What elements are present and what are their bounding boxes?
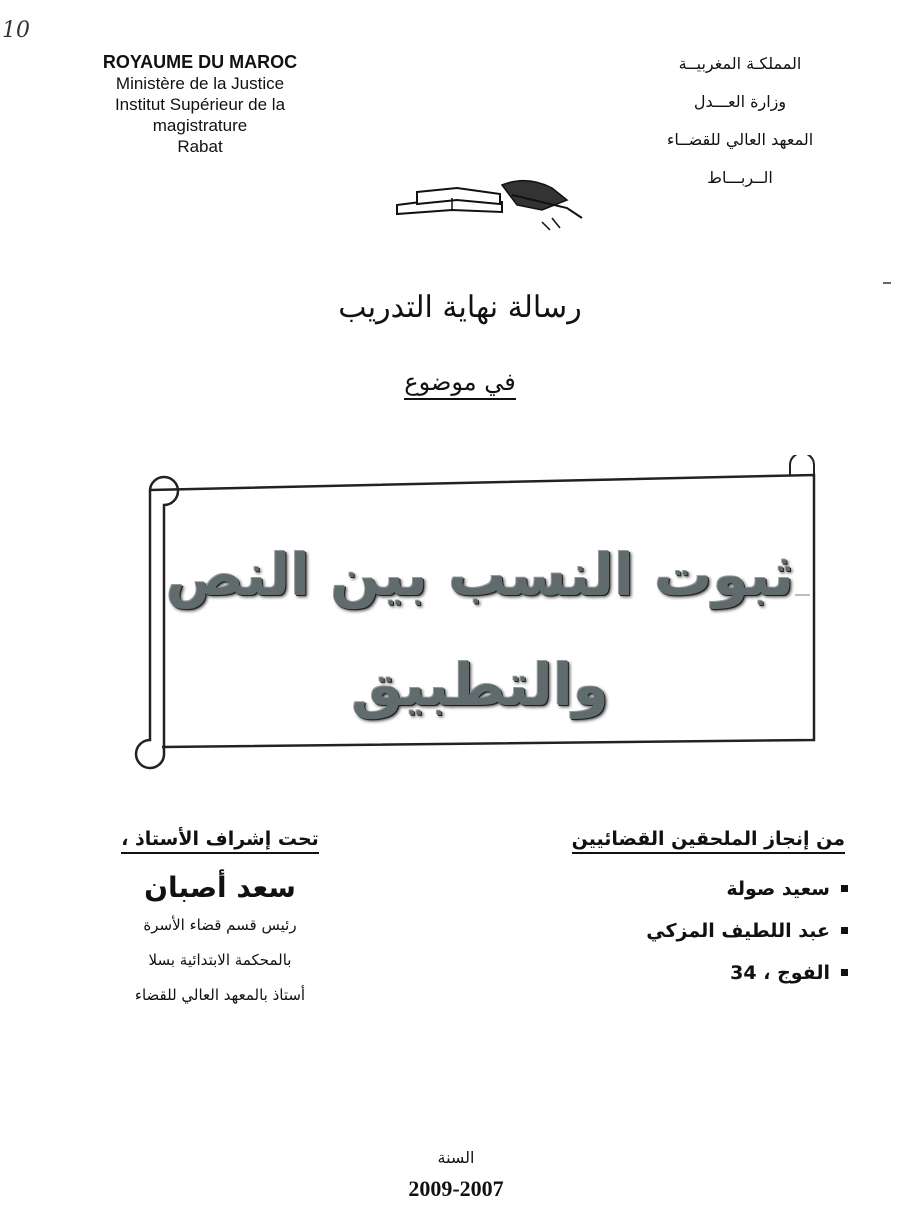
header-fr-kingdom: ROYAUME DU MAROC xyxy=(102,52,298,72)
academic-year xyxy=(356,1143,556,1205)
header-fr-city: Rabat xyxy=(177,137,223,156)
supervisor-name: سعد أصبان xyxy=(144,871,296,904)
list-item xyxy=(545,868,830,910)
header-fr-ministry: Ministère de la Justice xyxy=(115,74,285,93)
supervisor-section xyxy=(95,828,345,1013)
header-ar-ministry: وزارة العـــدل xyxy=(693,92,787,111)
list-item xyxy=(545,910,830,952)
subject-label xyxy=(300,368,620,396)
subject-label-text: في موضوع xyxy=(404,368,515,400)
header-ar-kingdom: المملكـة المغربيــة xyxy=(678,54,802,73)
supervisor-role-2: بالمحكمة الابتدائية بسلا xyxy=(148,951,292,969)
book-and-scales-emblem-icon xyxy=(392,170,592,235)
header-arabic xyxy=(610,45,870,197)
header-ar-institute: المعهد العالي للقضــاء xyxy=(666,130,814,149)
year-value: 2009-2007 xyxy=(408,1176,504,1201)
list-item xyxy=(545,952,830,994)
header-ar-city: الــربـــاط xyxy=(707,168,773,187)
header-french xyxy=(70,52,330,157)
square-bullet-icon xyxy=(841,885,848,892)
authors-heading: من إنجاز الملحقين القضائيين xyxy=(572,828,845,854)
supervisor-role-1: رئيس قسم قضاء الأسرة xyxy=(143,916,297,934)
year-label: السنة xyxy=(437,1148,475,1167)
main-title-line-1: ثبوت النسب بين النص xyxy=(165,541,795,609)
authors-section xyxy=(545,828,845,994)
cohort-label: الفوج ، 34 xyxy=(730,962,830,984)
scan-speck xyxy=(883,282,891,284)
square-bullet-icon xyxy=(841,927,848,934)
author-name: عبد اللطيف المزكي xyxy=(646,920,830,942)
square-bullet-icon xyxy=(841,969,848,976)
main-title xyxy=(160,520,800,740)
main-title-line-2: والتطبيق xyxy=(351,651,609,719)
header-fr-institute: Institut Supérieur de la xyxy=(114,95,286,114)
thesis-type-heading: رسالة نهاية التدريب xyxy=(338,290,582,325)
supervisor-heading: تحت إشراف الأستاذ ، xyxy=(121,828,319,854)
author-name: سعيد صولة xyxy=(726,878,830,900)
header-fr-magistrature: magistrature xyxy=(152,116,248,135)
handwritten-page-mark: 10 xyxy=(2,18,30,43)
authors-list xyxy=(545,868,845,994)
supervisor-role-3: أستاذ بالمعهد العالي للقضاء xyxy=(134,986,306,1004)
